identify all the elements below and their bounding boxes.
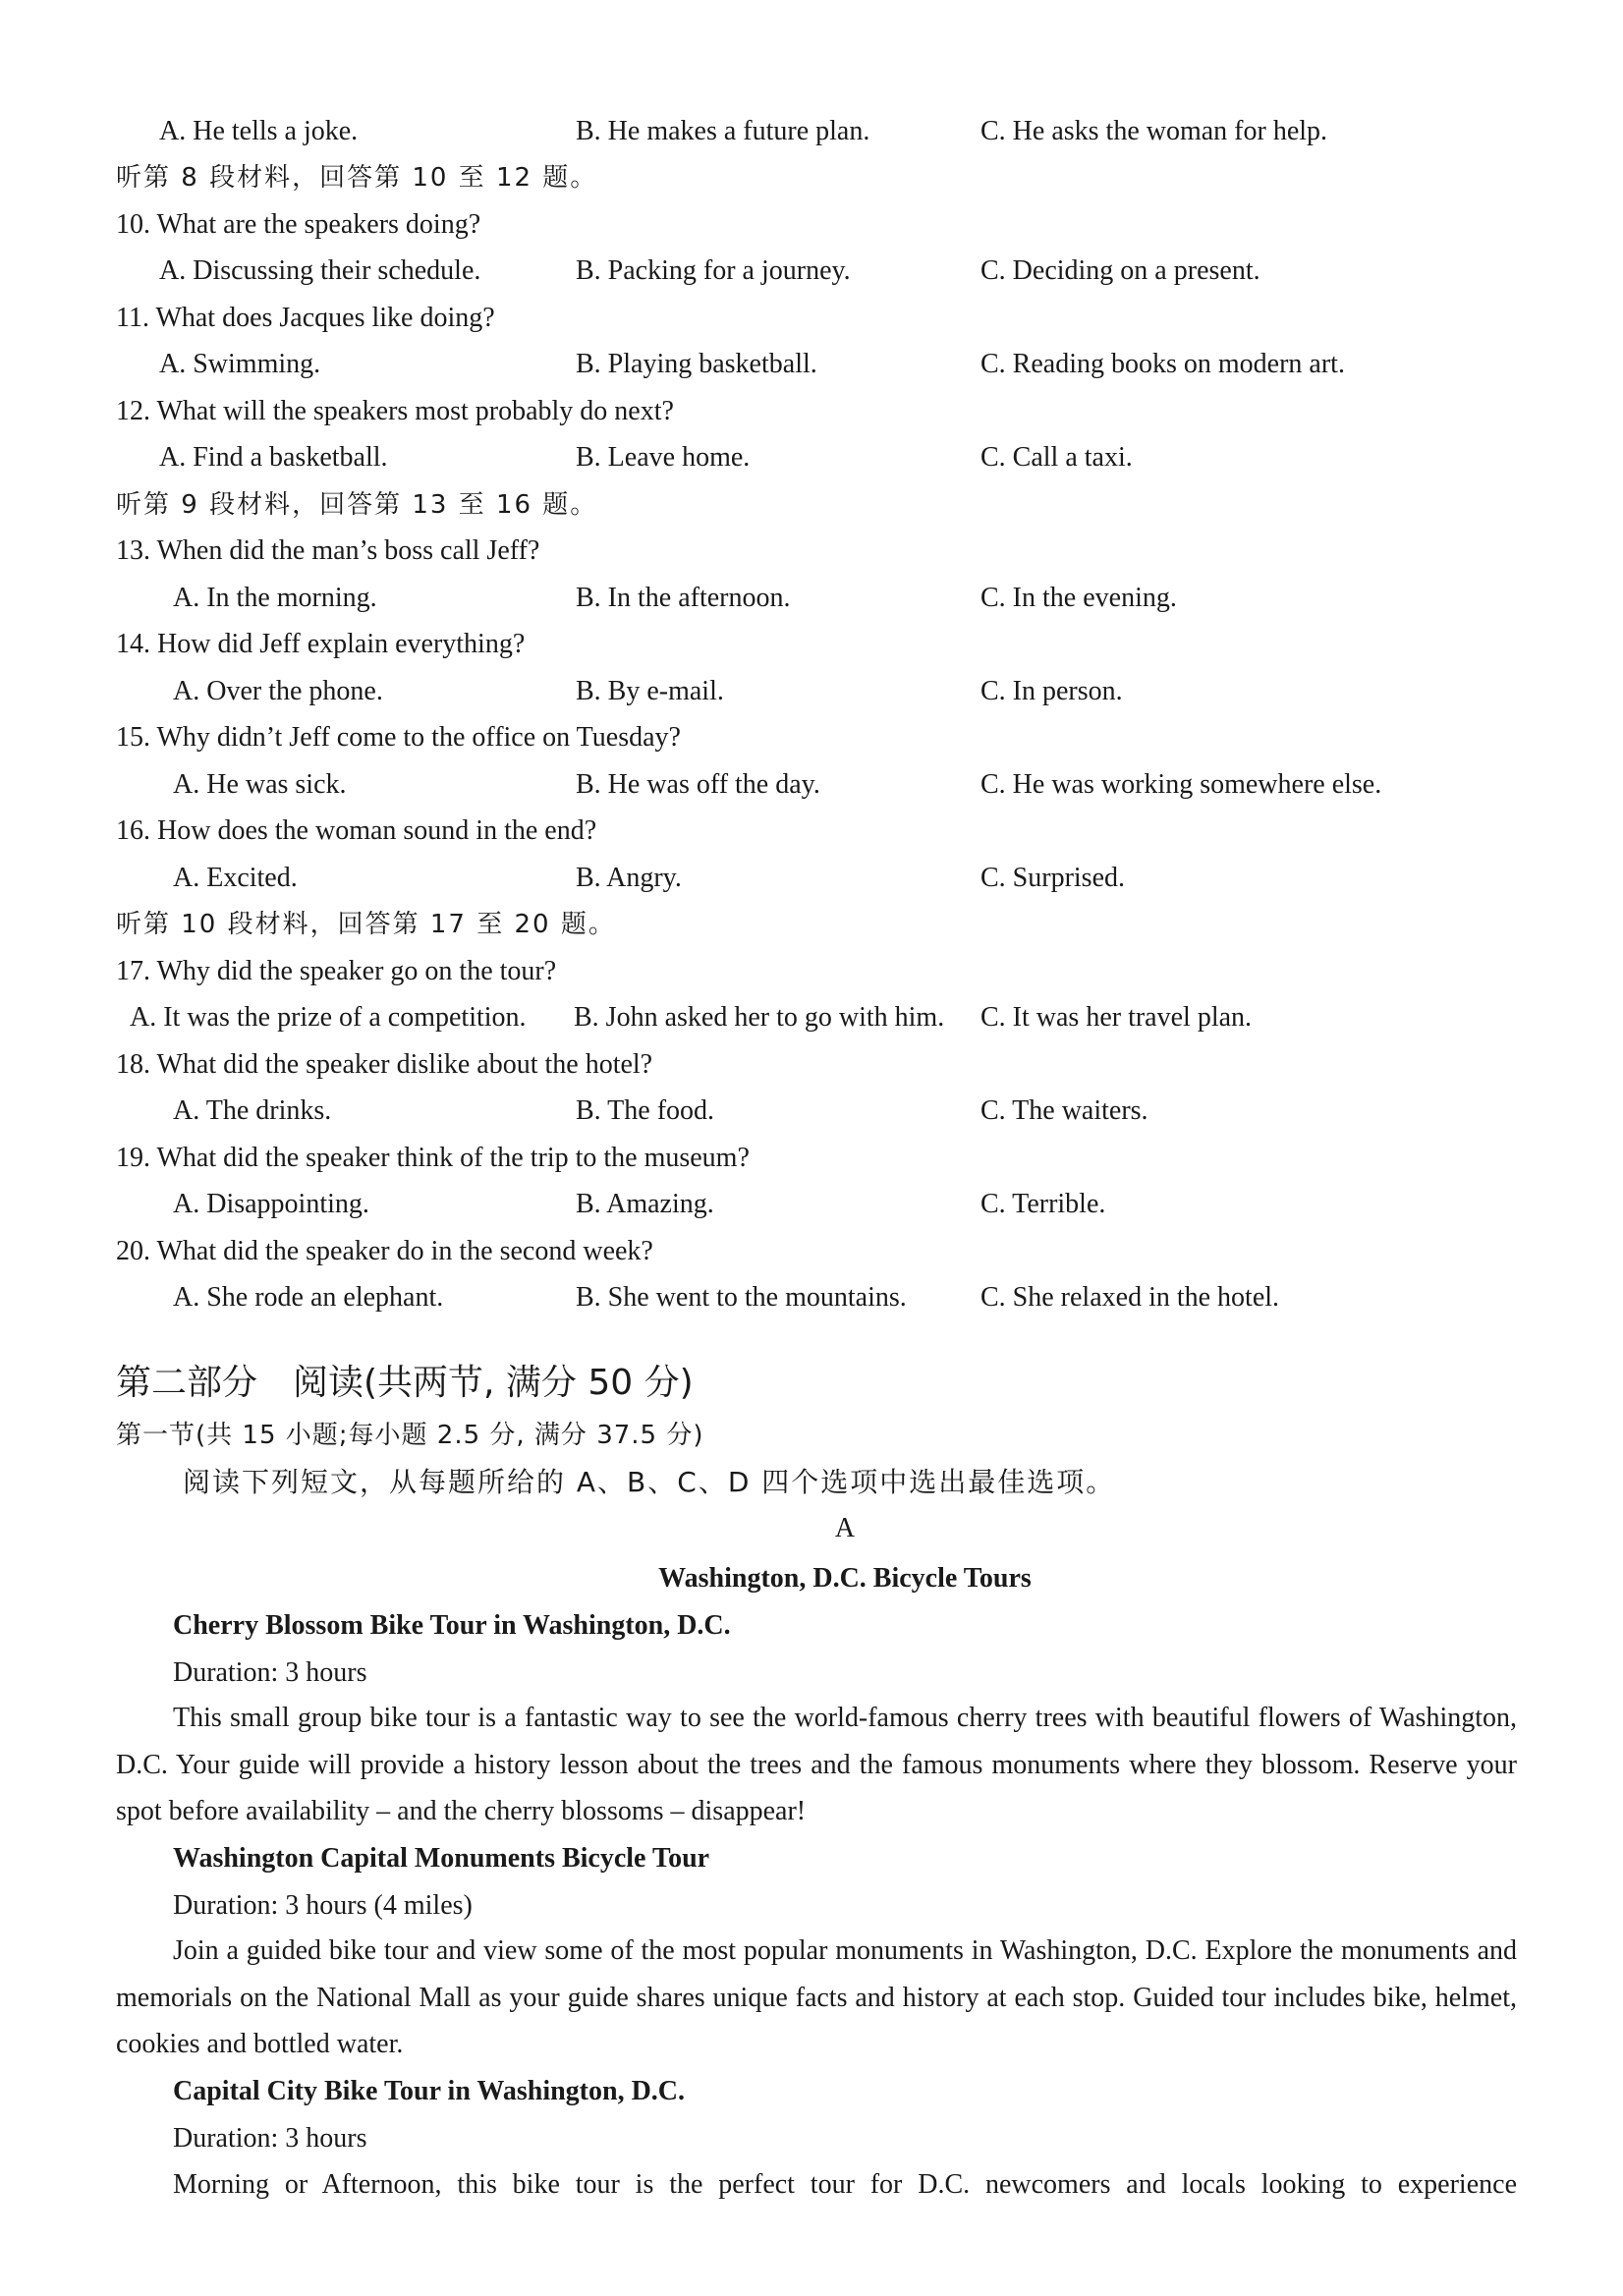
q12-option-c: C. Call a taxi. [980, 442, 1133, 473]
section8-heading: 听第 8 段材料，回答第 10 至 12 题。 [116, 163, 598, 193]
tour3-description: Morning or Afternoon, this bike tour is the perfect tour for D.C. newcomers and locals looking to experience [173, 2169, 1517, 2200]
q18-option-a: A. The drinks. [173, 1095, 332, 1126]
q13-question: 13. When did the man’s boss call Jeff? [116, 535, 540, 566]
q18-option-c: C. The waiters. [980, 1095, 1148, 1126]
q10-option-b: B. Packing for a journey. [576, 255, 851, 286]
tour1-name: Cherry Blossom Bike Tour in Washington, D.C. [173, 1610, 731, 1641]
q9-option-b: B. He makes a future plan. [576, 116, 870, 146]
tour2-name: Washington Capital Monuments Bicycle Tour [173, 1843, 710, 1874]
q10-option-c: C. Deciding on a present. [980, 255, 1260, 286]
q13-option-c: C. In the evening. [980, 583, 1177, 613]
q15-question: 15. Why didn’t Jeff come to the office on Tuesday? [116, 722, 681, 753]
q18-question: 18. What did the speaker dislike about the hotel? [116, 1049, 653, 1080]
q10-option-a: A. Discussing their schedule. [159, 255, 481, 286]
q20-option-c: C. She relaxed in the hotel. [980, 1282, 1280, 1313]
q11-option-a: A. Swimming. [159, 349, 321, 379]
q11-option-b: B. Playing basketball. [576, 349, 817, 379]
part2-title: 第二部分 阅读(共两节, 满分 50 分) [116, 1363, 694, 1403]
q20-option-b: B. She went to the mountains. [576, 1282, 907, 1313]
section10-heading: 听第 10 段材料，回答第 17 至 20 题。 [116, 910, 616, 939]
q14-question: 14. How did Jeff explain everything? [116, 629, 526, 659]
q11-option-c: C. Reading books on modern art. [980, 349, 1345, 379]
q17-option-a: A. It was the prize of a competition. [130, 1002, 527, 1033]
q17-option-c: C. It was her travel plan. [980, 1002, 1253, 1033]
q19-question: 19. What did the speaker think of the trip to the museum? [116, 1143, 750, 1173]
q15-option-a: A. He was sick. [173, 769, 347, 800]
q13-option-a: A. In the morning. [173, 583, 377, 613]
q16-option-a: A. Excited. [173, 863, 298, 893]
q10-question: 10. What are the speakers doing? [116, 209, 481, 240]
q9-option-a: A. He tells a joke. [159, 116, 359, 146]
q14-option-c: C. In person. [980, 676, 1123, 706]
q13-option-b: B. In the afternoon. [576, 583, 791, 613]
q12-question: 12. What will the speakers most probably do next? [116, 396, 674, 426]
passage-letter: A [834, 1513, 856, 1543]
q15-option-c: C. He was working somewhere else. [980, 769, 1382, 800]
q19-option-c: C. Terrible. [980, 1189, 1106, 1219]
q20-option-a: A. She rode an elephant. [173, 1282, 444, 1313]
tour3-name: Capital City Bike Tour in Washington, D.C. [173, 2076, 686, 2106]
q15-option-b: B. He was off the day. [576, 769, 820, 800]
q17-option-b: B. John asked her to go with him. [574, 1002, 945, 1033]
q12-option-b: B. Leave home. [576, 442, 751, 473]
q19-option-b: B. Amazing. [576, 1189, 714, 1219]
section9-heading: 听第 9 段材料，回答第 13 至 16 题。 [116, 490, 598, 520]
q18-option-b: B. The food. [576, 1095, 715, 1126]
q9-option-c: C. He asks the woman for help. [980, 116, 1328, 146]
q20-question: 20. What did the speaker do in the second week? [116, 1236, 653, 1266]
q11-question: 11. What does Jacques like doing? [116, 303, 495, 333]
section1-title: 第一节(共 15 小题;每小题 2.5 分, 满分 37.5 分) [116, 1421, 704, 1450]
tour1-description: This small group bike tour is a fantastic way to see the world-famous cherry trees with beautiful flowers of Washington, D.C. Your guide will provide a history lesson about the trees and the famous monuments where they blossom. Reserve your spot before availability – and the cherry blossoms – disappear! [116, 1703, 1517, 1826]
q14-option-a: A. Over the phone. [173, 676, 383, 706]
reading-instruction: 阅读下列短文，从每题所给的 A、B、C、D 四个选项中选出最佳选项。 [183, 1466, 1116, 1498]
q16-option-c: C. Surprised. [980, 863, 1125, 893]
passage-title: Washington, D.C. Bicycle Tours [658, 1563, 1032, 1594]
tour3-duration: Duration: 3 hours [173, 2123, 367, 2154]
tour2-duration: Duration: 3 hours (4 miles) [173, 1890, 473, 1921]
q14-option-b: B. By e-mail. [576, 676, 724, 706]
tour1-duration: Duration: 3 hours [173, 1657, 367, 1688]
q16-option-b: B. Angry. [576, 863, 682, 893]
tour2-description: Join a guided bike tour and view some of the most popular monuments in Washington, D.C. Explore the monuments and memorials on the National Mall as your guide shares unique facts and history at each stop. Guided tour includes bike, helmet, cookies and bottled water. [116, 1935, 1517, 2059]
q17-question: 17. Why did the speaker go on the tour? [116, 956, 557, 986]
q12-option-a: A. Find a basketball. [159, 442, 388, 473]
q16-question: 16. How does the woman sound in the end? [116, 815, 597, 846]
q19-option-a: A. Disappointing. [173, 1189, 369, 1219]
